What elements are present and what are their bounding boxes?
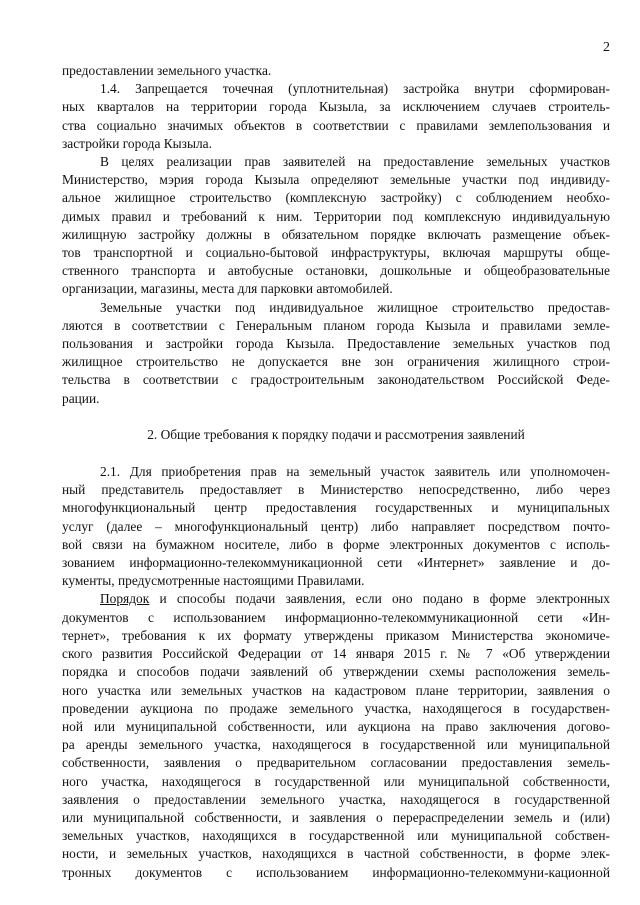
- text-line: многофункциональный центр предоставления государственных и муниципальных: [62, 500, 610, 516]
- text-line: димых правил и требований к ним. Территории под комплексную индивидуальную: [62, 208, 610, 224]
- text-line: Министерство, мэрия города Кызыла определяют земельные участки под индивиду-: [62, 172, 610, 188]
- text-line: тронных документов с использованием информационно-телекоммуни-кационной: [62, 864, 610, 880]
- section-2-heading: 2. Общие требования к порядку подачи и рассмотрения заявлений: [147, 426, 525, 442]
- text-line: 1.4. Запрещается точечная (уплотнительная) застройка внутри сформирован-: [100, 81, 610, 97]
- text-line: земельных участков, находящихся в государственной или муниципальной собствен-: [62, 828, 610, 844]
- text-line: услуг (далее – многофункциональный центр) либо направляет посредством почто-: [62, 518, 610, 534]
- text-line: ляются в соответствии с Генеральным планом города Кызыла и правилами земле-: [62, 317, 610, 333]
- text-line: собственности, заявления о предварительном согласовании предоставления земель-: [62, 755, 610, 771]
- paragraph-order: [62, 590, 610, 881]
- text-line: застройки города Кызыла.: [62, 135, 212, 151]
- text-line: организации, магазины, места для парковки автомобилей.: [62, 281, 393, 297]
- text-line: жилищную застройку должны в обязательном порядке включать размещение объек-: [62, 226, 610, 242]
- paragraph-1-4: [62, 80, 610, 153]
- text-line: или муниципальной собственности, и заявления о перераспределении земель и (или): [62, 809, 610, 825]
- text-line: тов транспортной и социально-бытовой инфраструктуры, включая маршруты обще-: [62, 245, 610, 261]
- text-line: ного участка, находящегося в государственной или муниципальной собственности,: [62, 773, 610, 789]
- text-line: пользования и застройки города Кызыла. Предоставление земельных участков под: [62, 336, 610, 352]
- text-line: порядка и способов подачи заявлений об утверждении схемы расположения земель-: [62, 664, 610, 680]
- text-line: ности, и земельных участков, находящихся в частной собственности, в форме элек-: [62, 846, 610, 862]
- text-line: вой связи на бумажном носителе, либо в форме электронных документов с исполь-: [62, 536, 610, 552]
- text-line: [62, 590, 610, 608]
- text-line: ственного транспорта и автобусные остановки, дошкольные и общеобразовательные: [62, 263, 610, 279]
- paragraph-2-1: [62, 463, 610, 590]
- text-line: ной или муниципальной собственности, или аукциона на право заключения догово-: [62, 718, 610, 734]
- text-line: ных кварталов на территории города Кызыла, за исключением случаев строитель-: [62, 99, 610, 115]
- text-line: ный представитель предоставляет в Министерство непосредственно, либо через: [62, 482, 610, 498]
- text-line: 2.1. Для приобретения прав на земельный участок заявитель или уполномочен-: [100, 464, 610, 480]
- document-body: [62, 62, 610, 882]
- paragraph-intro: [62, 62, 610, 80]
- text-line: тернет», требования к их формату утверждены приказом Министерства экономиче-: [62, 627, 610, 643]
- text-line: рации.: [62, 390, 100, 406]
- text-line: кументы, предусмотренные настоящими Правилами.: [62, 573, 365, 589]
- paragraph-rights: [62, 153, 610, 299]
- text-line: альное жилищное строительство (комплексную застройку) с соблюдением необхо-: [62, 190, 610, 206]
- paragraph-plots: [62, 299, 610, 408]
- text-line: зованием информационно-телекоммуникационной сети «Интернет» заявление и до-: [62, 555, 610, 571]
- text-line: жилищное строительство не допускается вне зон ограничения жилищного строи-: [62, 354, 610, 370]
- text-line: ского развития Российской Федерации от 14 января 2015 г. № 7 «Об утверждении: [62, 646, 610, 662]
- text-fragment: и способы подачи заявления, если оно подано в форме электронных: [149, 591, 610, 607]
- text-line: заявления о предоставлении земельного участка, находящегося в государственной: [62, 791, 610, 807]
- text-line: тельства в соответствии с градостроительным законодательством Российской Феде-: [62, 372, 610, 388]
- text-line: ра аренды земельного участка, находящегося в государственной или муниципальной: [62, 737, 610, 753]
- text-line: предоставлении земельного участка.: [62, 63, 272, 78]
- order-link[interactable]: Порядок: [100, 591, 150, 607]
- text-line: ного участка или земельных участков на кадастровом плане территории, заявления о: [62, 682, 610, 698]
- text-line: В целях реализации прав заявителей на предоставление земельных участков: [100, 154, 610, 170]
- text-line: проведении аукциона по продаже земельного участка, находящегося в государствен-: [62, 700, 610, 716]
- text-line: документов с использованием информационно-телекоммуникационной сети «Ин-: [62, 609, 610, 625]
- page-number: 2: [603, 40, 610, 55]
- text-line: Земельные участки под индивидуальное жилищное строительство предостав-: [100, 299, 610, 315]
- text-line: ства социально значимых объектов в соответствии с правилами землепользования и: [62, 117, 610, 133]
